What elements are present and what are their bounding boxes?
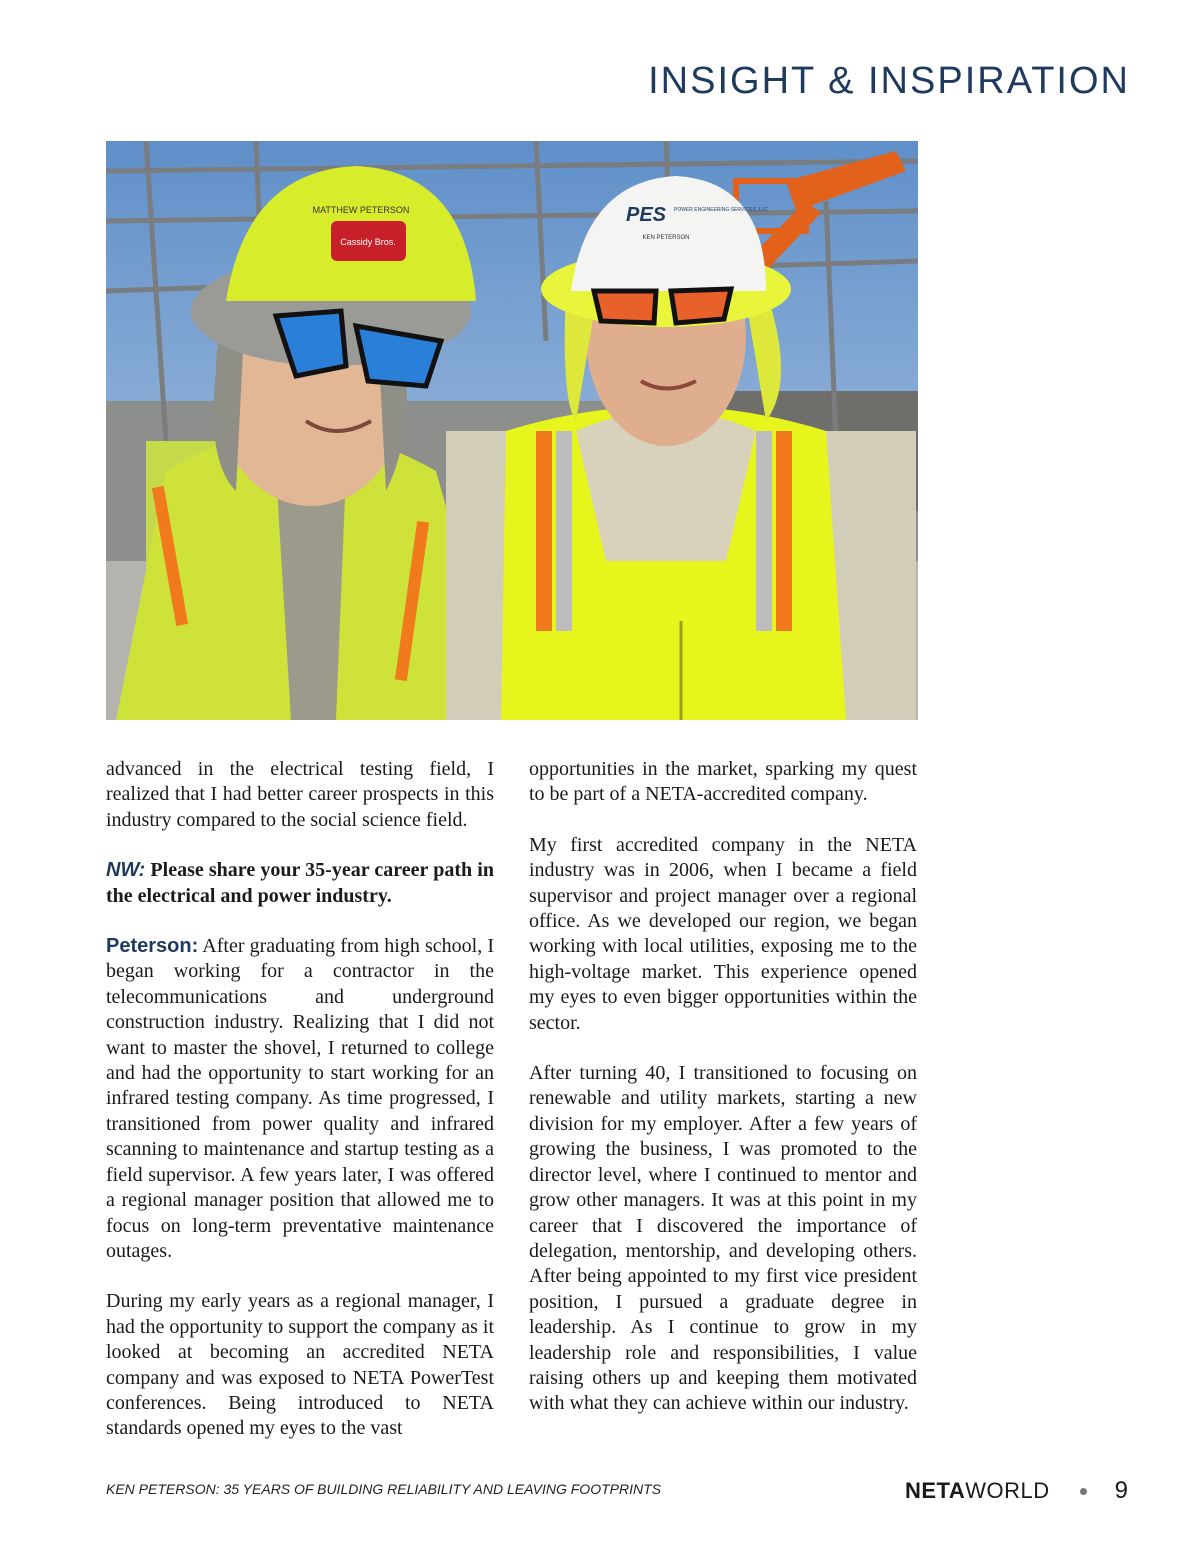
right-paragraph-2: My first accredited company in the NETA industry was in 2006, when I became a field supervisor and project manager over a regional office. As we developed our region, we began working with local utilities, exposing me to the high-voltage market. This experience opened my eyes to even bigger opportunities within the sector. <box>529 833 917 1034</box>
left-paragraph-3: During my early years as a regional manager, I had the opportunity to support the company as it looked at becoming an accredited NETA company and was exposed to NETA PowerTest conferences. Being introduced to NETA standards opened my eyes to the vast <box>106 1290 494 1440</box>
hardhat-right-logo: PES <box>626 204 667 226</box>
footer-article-title: KEN PETERSON: 35 YEARS OF BUILDING RELIABILITY AND LEAVING FOOTPRINTS <box>106 1481 661 1497</box>
hardhat-right-company: POWER ENGINEERING SERVICES, LLC <box>674 207 768 213</box>
right-paragraph-3: After turning 40, I transitioned to focusing on renewable and utility markets, starting a new division for my employer. After a few years of growing the business, I was promoted to the director level, where I continued to mentor and grow other managers. It was at this point in my career that I discovered the importance of delegation, mentorship, and developing others. After being appointed to my first vice president position, I pursued a graduate degree in leadership. As I continue to grow in my leadership role and responsibilities, I value raising others up and keeping them motivated with what they can achieve within our industry. <box>529 1062 917 1415</box>
left-column <box>106 757 494 1467</box>
footer-branding <box>905 1477 1128 1505</box>
answer-label: Peterson: <box>106 935 199 958</box>
answer-text: After graduating from high school, I began working for a contractor in the telecommunications and underground construction industry. Realizing that I did not want to master the shovel, I returned to college and had the opportunity to start working for an infrared testing company. As time progressed, I transitioned from power quality and infrared scanning to maintenance and startup testing as a field supervisor. A few years later, I was offered a regional manager position that allowed me to focus on long-term preventative maintenance outages. <box>106 935 494 1262</box>
brand-logo-regular: WORLD <box>965 1478 1050 1503</box>
article-photo <box>106 141 918 720</box>
hardhat-right-name: KEN PETERSON <box>642 235 690 241</box>
hardhat-left-badge: Cassidy Bros. <box>340 237 396 247</box>
brand-logo-bold: NETA <box>904 1478 966 1503</box>
intro-paragraph: advanced in the electrical testing field, I realized that I had better career prospects in this industry compared to the social science field. <box>106 758 494 831</box>
right-paragraph-1: opportunities in the market, sparking my quest to be part of a NETA-accredited company. <box>529 758 917 806</box>
answer-block <box>106 934 494 1264</box>
question-block <box>106 858 494 909</box>
separator-dot <box>1080 1488 1087 1495</box>
section-title: INSIGHT & INSPIRATION <box>648 60 1130 102</box>
page-number: 9 <box>1114 1477 1128 1504</box>
right-column <box>529 757 917 1442</box>
question-text: Please share your 35-year career path in the electrical and power industry. <box>106 859 494 907</box>
question-label: NW: <box>106 859 146 882</box>
hardhat-left-name: MATTHEW PETERSON <box>312 205 410 215</box>
